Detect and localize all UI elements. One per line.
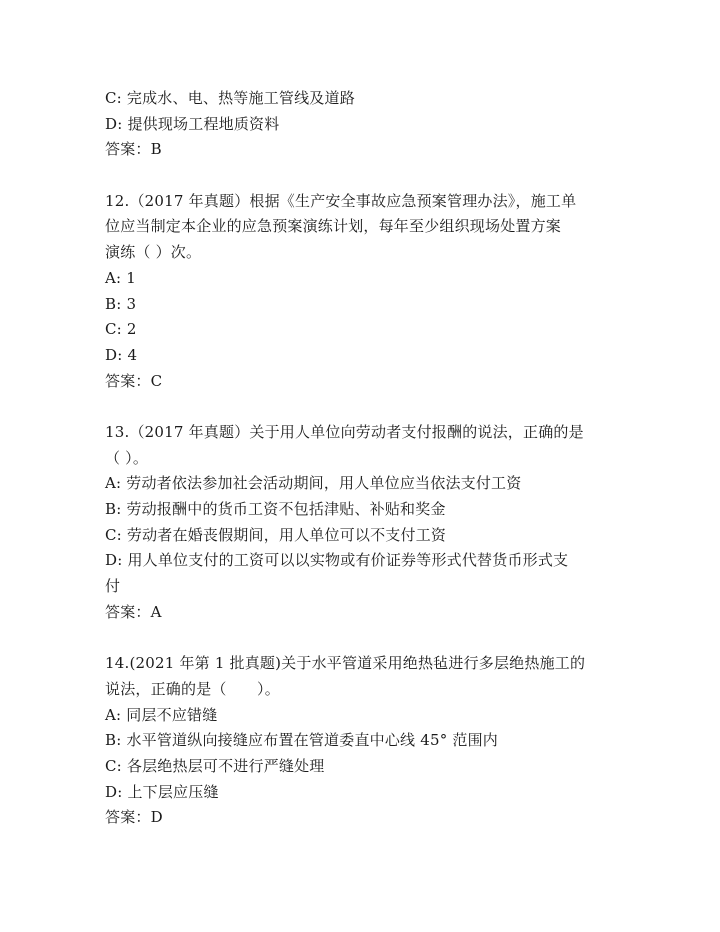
option-c: C: 各层绝热层可不进行严缝处理	[105, 756, 325, 775]
answer: 答案：D	[105, 808, 163, 827]
spacer	[105, 394, 625, 420]
question-stem: 12.（2017 年真题）根据《生产安全事故应急预案管理办法》，施工单	[105, 191, 577, 210]
answer: 答案：A	[105, 602, 162, 621]
option-d: D: 用人单位支付的工资可以以实物或有价证券等形式代替货币形式支	[105, 551, 569, 570]
option-c: C: 劳动者在婚丧假期间，用人单位可以不支付工资	[105, 525, 447, 544]
option-c: C: 完成水、电、热等施工管线及道路	[105, 89, 355, 107]
option-a: A: 1	[105, 268, 136, 287]
option-b: B: 劳动报酬中的货币工资不包括津贴、补贴和奖金	[105, 500, 446, 518]
question-stem: 13.（2017 年真题）关于用人单位向劳动者支付报酬的说法，正确的是	[105, 422, 584, 441]
option-a: A: 同层不应错缝	[105, 705, 218, 724]
option-a: A: 劳动者依法参加社会活动期间，用人单位应当依法支付工资	[105, 474, 522, 493]
answer: 答案：B	[105, 140, 162, 159]
option-d: D: 提供现场工程地质资料	[105, 114, 280, 133]
question-stem: （ ）。	[105, 448, 149, 467]
question-13	[105, 420, 625, 626]
question-stem: 演练（ ）次。	[105, 243, 202, 262]
question-11-fragment	[105, 86, 625, 163]
question-stem: 14.(2021 年第 1 批真题)关于水平管道采用绝热毡进行多层绝热施工的	[105, 654, 586, 673]
question-12	[105, 189, 625, 395]
spacer	[105, 163, 625, 189]
option-d: D: 4	[105, 345, 138, 364]
spacer	[105, 625, 625, 651]
option-b: B: 3	[105, 294, 137, 313]
option-d: D: 上下层应压缝	[105, 782, 219, 801]
option-b: B: 水平管道纵向接缝应布置在管道委直中心线 45° 范围内	[105, 731, 498, 750]
question-stem: 位应当制定本企业的应急预案演练计划，每年至少组织现场处置方案	[105, 217, 562, 236]
question-stem: 说法，正确的是（ ）。	[105, 679, 280, 698]
option-d-continued: 付	[105, 577, 121, 596]
option-c: C: 2	[105, 320, 137, 339]
question-14	[105, 651, 625, 831]
answer: 答案：C	[105, 371, 163, 390]
exam-page	[105, 86, 625, 831]
